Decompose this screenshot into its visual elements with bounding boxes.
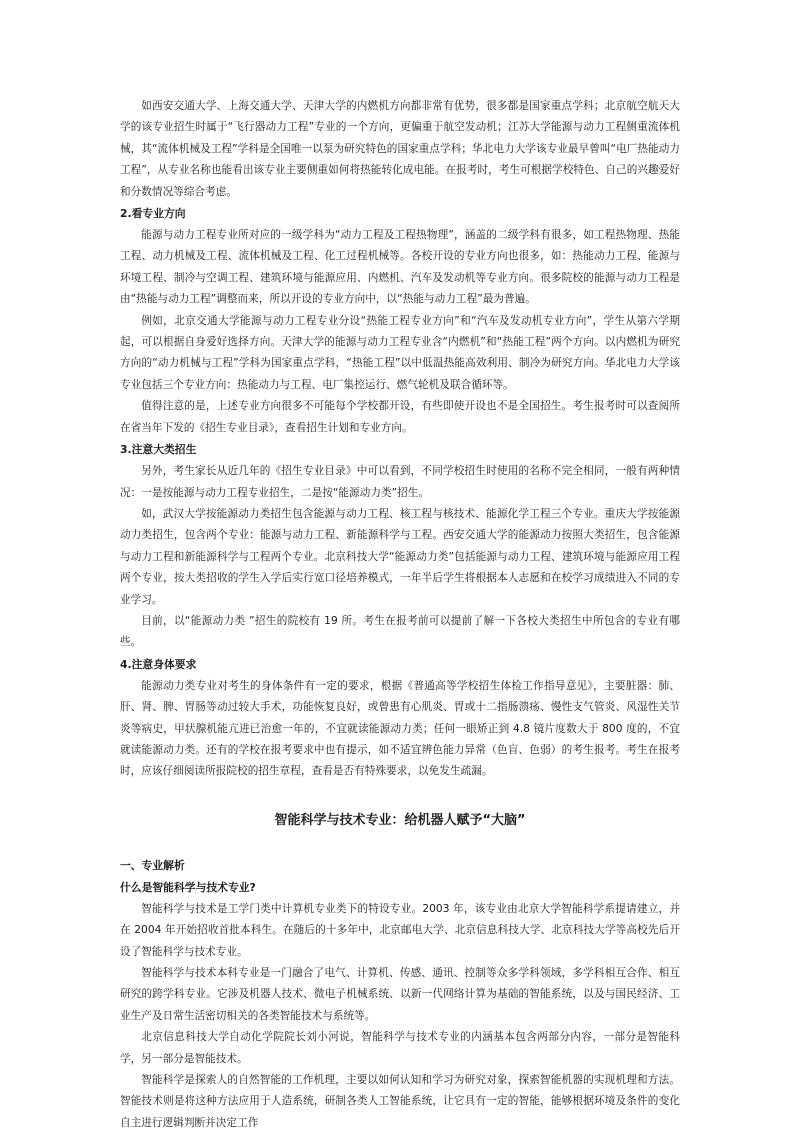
heading-physical-requirements: 4.注意身体要求 bbox=[120, 657, 197, 671]
paragraph-ai-4: 智能科学是探索人的自然智能的工作机理，主要以如何认知和学习为研究对象，探索智能机器的实现机理和方法。智能技术则是将这种方法应用于人造系统，研制各类人工智能系统，让它具有一定的智能，能够根据环境及条件的变化自主进行逻辑判断并决定工作 bbox=[120, 1074, 680, 1129]
paragraph-intro: 如西安交通大学、上海交通大学、天津大学的内燃机方向都非常有优势，很多都是国家重点学科；北京航空航天大学的该专业招生时属于“飞行器动力工程”专业的一个方向，更偏重于航空发动机；江苏大学能源与动力工程侧重流体机械，其“流体机械及工程”学科是全国唯一以泵为研究特色的国家重点学科；华北电力大学该专业最早曾叫“电厂热能动力工程”，从专业名称也能看出该专业主要侧重如何将热能转化成电能。在报考时，考生可根据学校特色、自己的兴趣爱好和分数情况等综合考虑。 bbox=[120, 100, 680, 198]
paragraph-ai-2: 智能科学与技术本科专业是一门融合了电气、计算机、传感、通讯、控制等众多学科领域，多学科相互合作、相互研究的跨学科专业。它涉及机器人技术、微电子机械系统、以新一代网络计算为基础的智能系统，以及与国民经济、工业生产及日常生活密切相关的各类智能技术与系统等。 bbox=[120, 967, 680, 1022]
document-page bbox=[120, 96, 680, 1134]
paragraph-direction-3: 值得注意的是，上述专业方向很多不可能每个学校都开设，有些即使开设也不是全国招生。考生报考时可以查阅所在省当年下发的《招生专业目录》，查看招生计划和专业方向。 bbox=[120, 400, 680, 434]
paragraph-ai-3: 北京信息科技大学自动化学院院长刘小河说，智能科学与技术专业的内涵基本包含两部分内容，一部分是智能科学，另一部分是智能技术。 bbox=[120, 1031, 680, 1065]
paragraph-ai-1: 智能科学与技术是工学门类中计算机专业类下的特设专业。2003 年，该专业由北京大学智能科学系提请建立，并在 2004 年开始招收首批本科生。在随后的十多年中，北京邮电大学、北京信息科技大学、北京科技大学等高校先后开设了智能科学与技术专业。 bbox=[120, 902, 680, 958]
paragraph-physical: 能源动力类专业对考生的身体条件有一定的要求，根据《普通高等学校招生体检工作指导意见》，主要脏器：肺、肝、肾、脾、胃肠等动过较大手术，功能恢复良好，或曾患有心肌炎、胃或十二指肠溃疡、慢性支气管炎、风湿性关节炎等病史，甲状腺机能亢进已治愈一年的，不宜就读能源动力类；任何一眼矫正到 4.8 镜片度数大于 800 度的，不宜就读能源动力类。还有的学校在报考要求中也有提示，如不适宜辨色能力异常（色盲、色弱）的考生报考。考生在报考时，应该仔细阅读所报院校的招生章程，查看是否有特殊要求，以免发生疏漏。 bbox=[120, 679, 680, 778]
heading-question: 什么是智能科学与技术专业? bbox=[120, 880, 256, 894]
article-title: 智能科学与技术专业：给机器人赋予“大脑” bbox=[274, 812, 526, 828]
heading-major-direction: 2.看专业方向 bbox=[120, 207, 186, 221]
paragraph-category-3: 目前，以“能源动力类 ”招生的院校有 19 所。考生在报考前可以提前了解一下各校大类招生中所包含的专业有哪些。 bbox=[120, 614, 680, 649]
paragraph-category-2: 如，武汉大学按能源动力类招生包含能源与动力工程、核工程与核技术、能源化学工程三个专业。重庆大学按能源动力类招生，包含两个专业：能源与动力工程、新能源科学与工程。西安交通大学的能源动力按照大类招生，包含能源与动力工程和新能源科学与工程两个专业。北京科技大学“能源动力类”包括能源与动力工程、建筑环境与能源应用工程两个专业，按大类招收的学生入学后实行宽口径培养模式，一年半后学生将根据本人志愿和在校学习成绩进入不同的专业学习。 bbox=[120, 507, 680, 606]
paragraph-direction-2: 例如，北京交通大学能源与动力工程专业分设“热能工程专业方向”和“汽车及发动机专业方向”，学生从第六学期起，可以根据自身爱好选择方向。天津大学的能源与动力工程专业含“内燃机”和“热能工程”两个方向。以内燃机为研究方向的“动力机械与工程”学科为国家重点学科，“热能工程”以中低温热能高效利用、制冷为研究方向。华北电力大学该专业包括三个专业方向：热能动力与工程、电厂集控运行、燃气轮机及联合循环等。 bbox=[120, 314, 680, 391]
heading-major-analysis: 一、专业解析 bbox=[120, 858, 185, 872]
paragraph-direction-1: 能源与动力工程专业所对应的一级学科为“动力工程及工程热物理”，涵盖的二级学科有很多，如工程热物理、热能工程、动力机械及工程、流体机械及工程、化工过程机械等。各校开设的专业方向也很多，如：热能动力工程、能源与环境工程、制冷与空调工程、建筑环境与能源应用、内燃机、汽车及发动机等专业方向。很多院校的能源与动力工程是由“热能与动力工程”调整而来，所以开设的专业方向中，以“热能与动力工程”最为普遍。 bbox=[120, 229, 680, 306]
heading-category-enrollment: 3.注意大类招生 bbox=[120, 443, 197, 457]
paragraph-category-1: 另外，考生家长从近几年的《招生专业目录》中可以看到，不同学校招生时使用的名称不完全相同，一般有两种情况：一是按能源与动力工程专业招生，二是按“能源动力类”招生。 bbox=[120, 465, 680, 499]
